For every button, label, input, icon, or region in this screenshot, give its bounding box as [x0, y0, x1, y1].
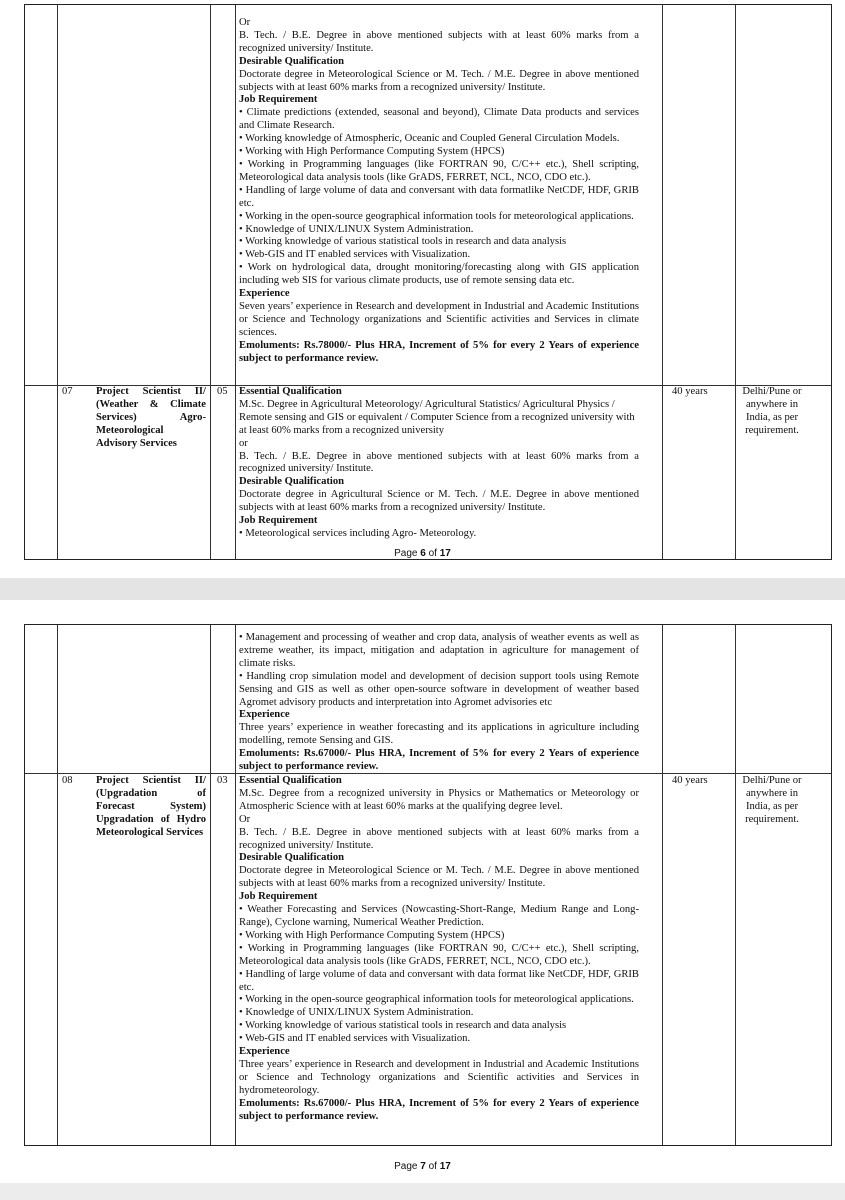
section-heading: Essential Qualification: [239, 386, 342, 397]
section-heading: Experience: [239, 1046, 290, 1058]
section-heading: Job Requirement: [239, 515, 318, 527]
section-heading: Desirable Qualification: [239, 55, 345, 67]
emoluments-text: Emoluments: Rs.78000/- Plus HRA, Increment of 5% for every 2 Years of experience subject to performance review.: [239, 339, 639, 364]
column-divider: [210, 5, 211, 559]
footer-total-pages: 17: [439, 548, 451, 559]
description-line: B. Tech. / B.E. Degree in above mentioned subjects with at least 60% marks from a recognized university/ Institute.: [239, 29, 639, 54]
description-line: Three years’ experience in Research and development in Industrial and Academic Institutions or Science and Technology organizations and Scientific activities and Services in hydrometeorology.: [239, 1058, 639, 1096]
footer-of-label: of: [425, 1161, 440, 1172]
description-line: B. Tech. / B.E. Degree in above mentioned subjects with at least 60% marks from a recognized university/ Institute.: [239, 450, 639, 475]
description-line: • Working knowledge of various statistical tools in research and data analysis: [239, 1020, 567, 1032]
description-line: • Climate predictions (extended, seasonal and beyond), Climate Data products and services and Climate Research.: [239, 107, 639, 132]
serial-number: 07: [62, 386, 73, 397]
qualification-cell: [239, 386, 639, 541]
page-gap: [0, 578, 845, 600]
post-name: Project Scientist II/ (Upgradation of Forecast System) Upgradation of Hydro Meteorological Services: [96, 775, 206, 838]
footer-page-number: 7: [420, 1161, 426, 1172]
footer-page-label: Page: [394, 1161, 421, 1172]
place-of-posting: Delhi/Pune or anywhere in India, as per requirement.: [742, 775, 802, 825]
number-of-posts: 05: [217, 386, 228, 397]
page-footer: [0, 548, 845, 559]
section-heading: Job Requirement: [239, 891, 318, 903]
serial-number: 08: [62, 775, 73, 786]
description-line: Doctorate degree in Meteorological Science or M. Tech. / M.E. Degree in above mentioned subjects with at least 60% marks from a recognized university/ Institute.: [239, 865, 639, 890]
footer-page-number: 6: [420, 548, 426, 559]
description-line: • Working in the open-source geographical information tools for meteorological applications.: [239, 994, 634, 1006]
description-line: • Handling of large volume of data and conversant with data format like NetCDF, HDF, GRIB etc.: [239, 968, 639, 993]
description-line: • Web-GIS and IT enabled services with Visualization.: [239, 1033, 471, 1045]
section-heading: Job Requirement: [239, 94, 318, 106]
description-line: • Working in Programming languages (like FORTRAN 90, C/C++ etc.), Shell scripting, Meteorological data analysis tools (like GrADS, FERRET, NCL, NCO, CDO etc.).: [239, 942, 639, 967]
age-limit: 40 years: [672, 775, 708, 786]
column-divider: [735, 5, 736, 559]
description-line: • Management and processing of weather and crop data, analysis of weather events as well as extreme weather, its impact, mitigation and adaptation in agriculture for management of climate risks.: [239, 632, 639, 669]
description-line: • Weather Forecasting and Services (Nowcasting-Short-Range, Medium Range and Long-Range), Cyclone warning, Numerical Weather Prediction.: [239, 904, 639, 928]
column-divider: [57, 625, 58, 1145]
description-line: • Working with High Performance Computing System (HPCS): [239, 929, 505, 941]
continued-description-cell: [239, 632, 639, 774]
column-divider: [235, 625, 236, 1145]
column-divider: [210, 625, 211, 1145]
post-name: Project Scientist II/ (Weather & Climate Services) Agro-Meteorological Advisory Services: [96, 386, 206, 449]
description-line: • Working in the open-source geographical information tools for meteorological applications.: [239, 210, 634, 222]
column-divider: [235, 5, 236, 559]
emoluments-text: Emoluments: Rs.67000/- Plus HRA, Increment of 5% for every 2 Years of experience subject to performance review.: [239, 1097, 639, 1122]
description-line: • Knowledge of UNIX/LINUX System Administration.: [239, 1007, 474, 1019]
document-page-6: [0, 0, 845, 578]
description-line: Doctorate degree in Agricultural Science or M. Tech. / M.E. Degree in above mentioned subjects with at least 60% marks from a recognized university/ Institute.: [239, 489, 639, 514]
description-line: • Meteorological services including Agro- Meteorology.: [239, 527, 477, 539]
footer-page-label: Page: [394, 548, 421, 559]
column-divider: [735, 625, 736, 1145]
section-heading: Experience: [239, 709, 290, 721]
column-divider: [662, 625, 663, 1145]
place-of-posting: Delhi/Pune or anywhere in India, as per requirement.: [742, 386, 802, 436]
page-footer: [0, 1161, 845, 1172]
footer-total-pages: 17: [439, 1161, 451, 1172]
description-line: • Handling crop simulation model and development of decision support tools using Remote Sensing and GIS as well as other open-source software in development of weather based Agromet advisory products and interpretation into Agromet advisories etc: [239, 670, 639, 708]
description-line: • Web-GIS and IT enabled services with Visualization.: [239, 249, 471, 261]
section-heading: Desirable Qualification: [239, 476, 345, 488]
description-line: Doctorate degree in Meteorological Science or M. Tech. / M.E. Degree in above mentioned subjects with at least 60% marks from a recognized university/ Institute.: [239, 68, 639, 93]
description-line: Three years’ experience in weather forecasting and its applications in agriculture including modelling, remote Sensing and GIS.: [239, 722, 639, 747]
description-line: • Work on hydrological data, drought monitoring/forecasting along with GIS application including web SIS for various climate products, use of remote sensing data etc.: [239, 262, 639, 287]
column-divider: [662, 5, 663, 559]
qualification-cell: [239, 775, 639, 1123]
emoluments-text: Emoluments: Rs.67000/- Plus HRA, Increment of 5% for every 2 Years of experience subject to performance review.: [239, 748, 639, 773]
number-of-posts: 03: [217, 775, 228, 786]
description-line: M.Sc. Degree in Agricultural Meteorology/ Agricultural Statistics/ Agricultural Physics / Remote sensing and GIS or equivalent / Computer Science from a recognized university with at least 60% marks from a recognized university: [239, 398, 635, 436]
column-divider: [57, 5, 58, 559]
description-line: • Working with High Performance Computing System (HPCS): [239, 146, 505, 158]
section-heading: Experience: [239, 288, 290, 300]
description-line: Seven years’ experience in Research and development in Industrial and Academic Institutions or Science and Technology organizations and Scientific activities and Services in climate sciences.: [239, 300, 639, 338]
section-heading: Desirable Qualification: [239, 852, 345, 864]
description-line: or: [239, 437, 248, 449]
description-line: • Working in Programming languages (like FORTRAN 90, C/C++ etc.), Shell scripting, Meteorological data analysis tools (like GrADS, FERRET, NCL, NCO, CDO etc.).: [239, 158, 639, 183]
description-line: • Knowledge of UNIX/LINUX System Administration.: [239, 223, 474, 235]
section-heading: Essential Qualification: [239, 775, 342, 786]
description-line: • Working knowledge of Atmospheric, Oceanic and Coupled General Circulation Models.: [239, 133, 620, 145]
document-page-7: [0, 600, 845, 1183]
description-line: M.Sc. Degree from a recognized university in Physics or Mathematics or Meteorology or Atmospheric Science with at least 60% marks at the qualifying degree level.: [239, 787, 639, 812]
description-line: • Working knowledge of various statistical tools in research and data analysis: [239, 236, 567, 248]
description-line: Or: [239, 17, 251, 28]
description-line: • Handling of large volume of data and conversant with data formatlike NetCDF, HDF, GRIB etc.: [239, 184, 639, 209]
description-line: Or: [239, 813, 251, 825]
footer-of-label: of: [425, 548, 440, 559]
age-limit: 40 years: [672, 386, 708, 397]
description-line: B. Tech. / B.E. Degree in above mentioned subjects with at least 60% marks from a recognized university/ Institute.: [239, 826, 639, 851]
continued-description-cell: [239, 17, 639, 365]
